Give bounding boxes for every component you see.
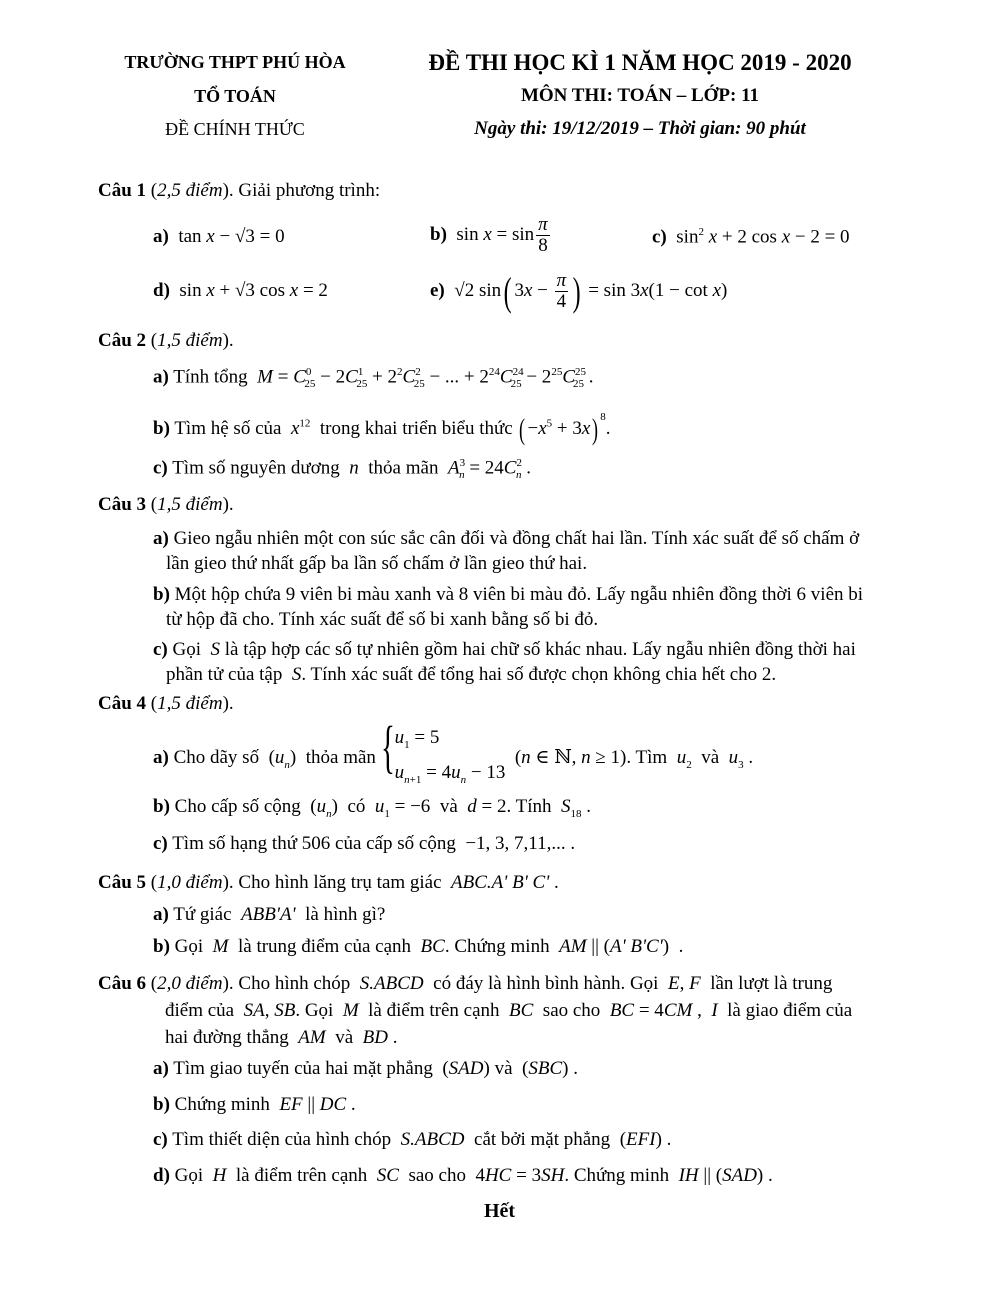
q6-b: b) Chứng minh EF || DC . (153, 1094, 356, 1115)
end-marker: Hết (484, 1200, 516, 1222)
q6-d: d) Gọi H là điểm trên cạnh SC sao cho 4HC = 3SH. Chứng minh IH || (SAD) . (153, 1165, 773, 1186)
q5-b: b) Gọi M là trung điểm của cạnh BC. Chứng minh AM || (A' B'C') . (153, 936, 684, 957)
q4-a: a) Cho dãy số $(u_n)$ thỏa mãn { $u_1 = 5$ $u_{n+1} = 4u_n - 13$ (n ∈ ℕ, n ≥ 1). Tìm $u_2$ và $u_3$ . (153, 714, 754, 786)
q1-d: d) sin x + √3 cos x = 2 (153, 280, 328, 301)
q1-heading: Câu 1 (2,5 điểm). Giải phương trình: (98, 180, 381, 201)
q5-heading: Câu 5 (1,0 điểm). Cho hình lăng trụ tam giác ABC.A' B' C' . (98, 872, 559, 893)
school-name: TRƯỜNG THPT PHÚ HÒA (124, 52, 346, 72)
q6-heading: Câu 6 (2,0 điểm). Cho hình chóp S.ABCD có đáy là hình bình hành. Gọi E, F lần lượt là trung điểm của SA, SB. Gọi M là điểm trên cạnh BC sao cho BC = 4CM , I là giao điểm của hai đường thẳng AM và BD . (98, 973, 853, 1048)
q1-a: a) tan x − √3 = 0 (153, 226, 285, 247)
q4-c: c) Tìm số hạng thứ 506 của cấp số cộng −1, 3, 7,11,... . (153, 833, 576, 854)
department: TỔ TOÁN (194, 86, 276, 106)
q2-b: b) Tìm hệ số của $x^{12}$ trong khai triển biểu thức ( $-x^5 + 3x$) $^8$. (153, 411, 611, 446)
q4-heading: Câu 4 (1,5 điểm). (98, 693, 234, 714)
q1-e: e) √2 sin( 3x − $\frac{\pi}{4}$ ) = sin 3x(1 − cot x) (430, 269, 728, 314)
q3-b: b) Một hộp chứa 9 viên bi màu xanh và 8 viên bi màu đỏ. Lấy ngẫu nhiên đồng thời 6 viên bi từ hộp đã cho. Tính xác suất để số bi xanh bằng số bi đỏ. (153, 584, 864, 630)
exam-title: ĐỀ THI HỌC KÌ 1 NĂM HỌC 2019 - 2020 (428, 50, 852, 75)
q2-heading: Câu 2 (1,5 điểm). (98, 330, 234, 351)
exam-date-time: Ngày thi: 19/12/2019 – Thời gian: 90 phút (474, 118, 806, 139)
q6-c: c) Tìm thiết diện của hình chóp S.ABCD cắt bởi mặt phẳng (EFI) . (153, 1129, 672, 1150)
q3-c: c) Gọi S là tập hợp các số tự nhiên gồm hai chữ số khác nhau. Lấy ngẫu nhiên đồng thời hai phần tử của tập S. Tính xác suất để tổng hai số được chọn không chia hết cho 2. (153, 639, 856, 685)
q5-a: a) Tứ giác ABB'A' là hình gì? (153, 904, 386, 925)
q3-heading: Câu 3 (1,5 điểm). (98, 494, 234, 515)
q1-c: c) $\sin^2 x + 2$ cos x − 2 = 0 (652, 226, 850, 248)
q4-b: b) Cho cấp số cộng $(u_n)$ có $u_1 = -6$ và d = 2. Tính $S_{18}$ . (153, 796, 592, 820)
q2-c: c) Tìm số nguyên dương n thỏa mãn $A^3_n = 24C^2_n$ . (153, 457, 531, 482)
exam-subject: MÔN THI: TOÁN – LỚP: 11 (520, 85, 760, 106)
official-label: ĐỀ CHÍNH THỨC (165, 119, 305, 139)
q6-a: a) Tìm giao tuyến của hai mặt phẳng (SAD) và (SBC) . (153, 1058, 578, 1079)
q2-a: a) Tính tổng $M = C^0_{25} - 2C^1_{25} + 2^2C^2_{25}$ − ... + $2^{24}C^{24}_{25} - 2^{25}C^{25}_{25}$ . (153, 366, 594, 391)
q3-a: a) Gieo ngẫu nhiên một con súc sắc cân đối và đồng chất hai lần. Tính xác suất để số chấm ở lần gieo thứ nhất gấp ba lần số chấm ở lần gieo thứ hai. (153, 528, 860, 574)
q1-b: b) sin x = sin $\frac{\pi}{8}$ (430, 214, 548, 256)
